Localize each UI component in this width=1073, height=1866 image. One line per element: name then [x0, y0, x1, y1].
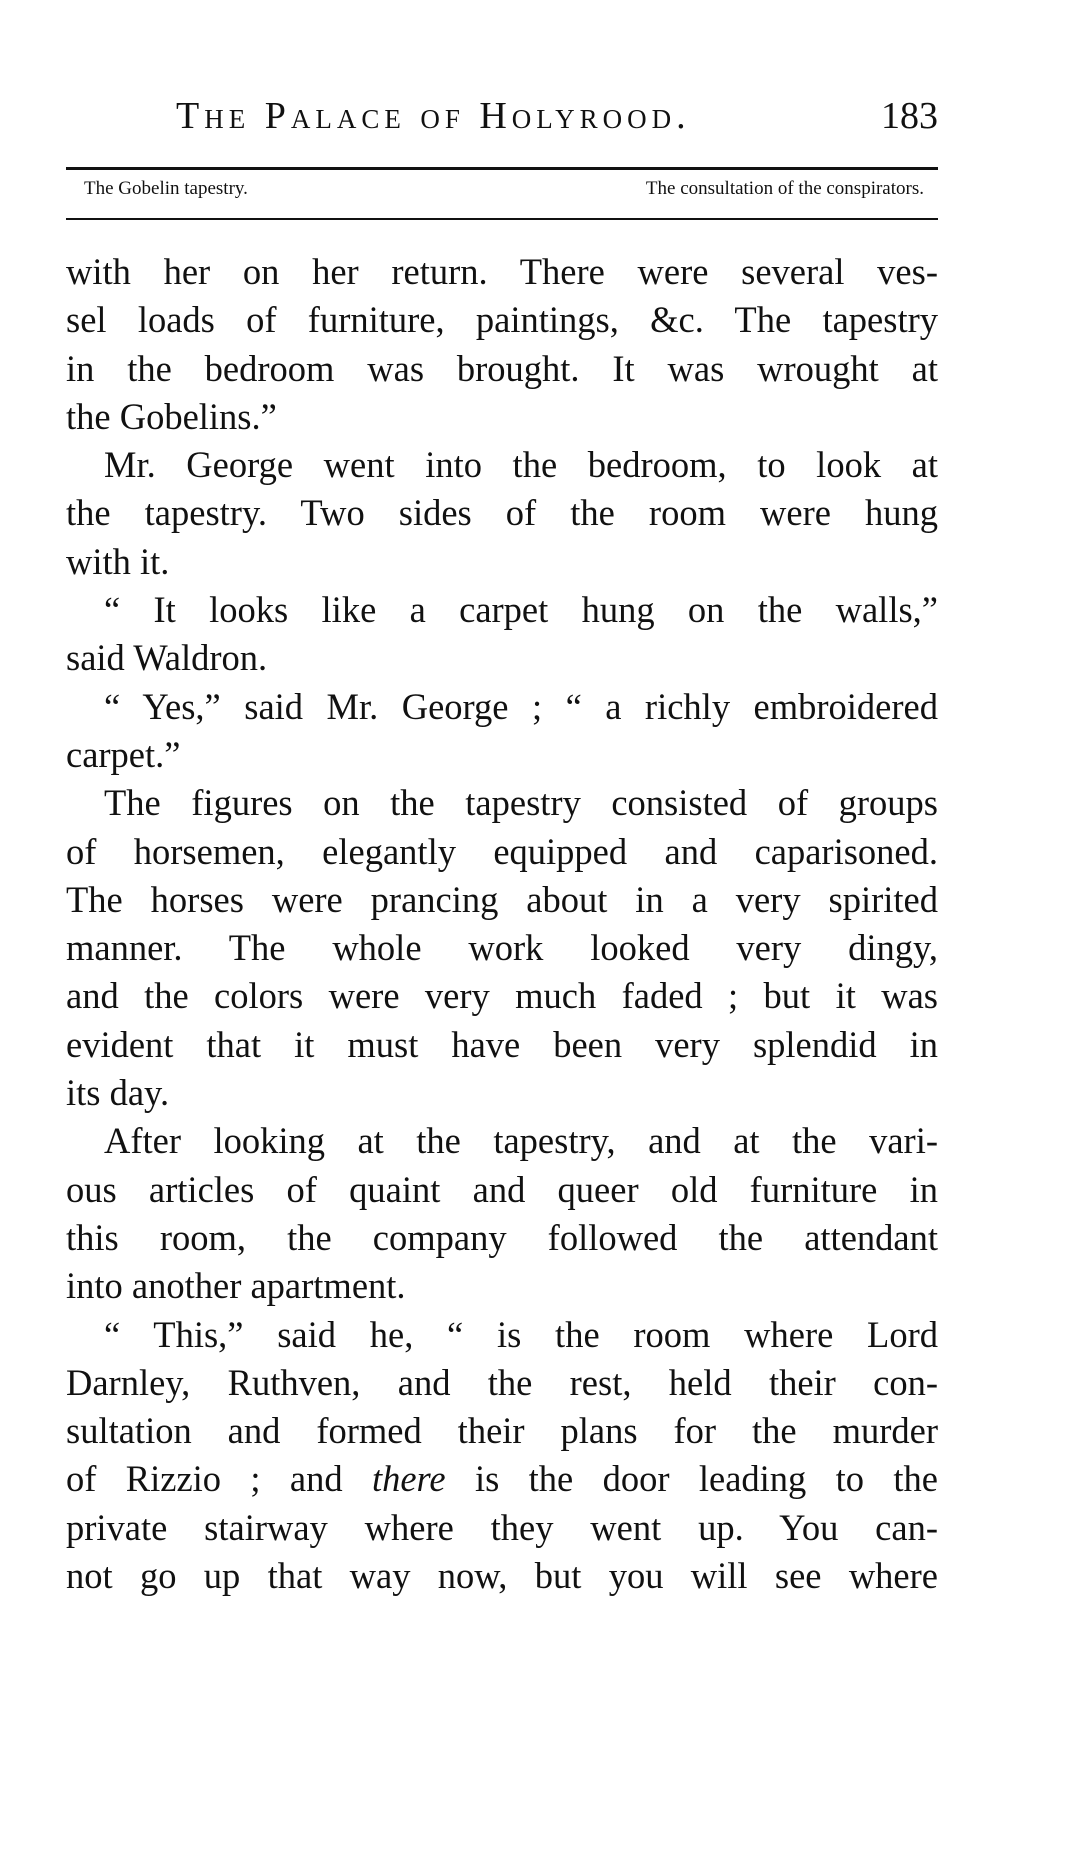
text-line: with her on her return. There were several ves-	[66, 251, 938, 292]
text-line: its day.	[66, 1072, 170, 1114]
text-line: with it.	[66, 540, 170, 582]
subheader-right: The consultation of the conspirators.	[645, 178, 924, 199]
text-line: said Waldron.	[66, 637, 268, 679]
subheader	[84, 178, 924, 208]
text-line: not go up that way now, but you will see where	[66, 1555, 938, 1597]
text-line: into another apartment.	[66, 1265, 406, 1307]
header-rule-top	[66, 167, 938, 170]
running-title: The Palace of Holyrood.	[176, 95, 691, 137]
text-line: Darnley, Ruthven, and the rest, held their con-	[66, 1361, 938, 1403]
rizzio-before: of Rizzio ; and	[66, 1458, 372, 1500]
rizzio-after: is the door leading to the	[445, 1458, 938, 1500]
text-line: “ This,” said he, “ is the room where Lord	[104, 1313, 938, 1355]
text-line: the tapestry. Two sides of the room were hung	[66, 492, 938, 534]
running-head	[66, 94, 938, 154]
text-line: “ Yes,” said Mr. George ; “ a richly embroidered	[104, 685, 938, 727]
text-line: sel loads of furniture, paintings, &c. The tapestry	[66, 299, 938, 341]
text-line: of horsemen, elegantly equipped and caparisoned.	[66, 830, 938, 872]
text-line: in the bedroom was brought. It was wrought at	[66, 347, 938, 389]
header-rule-bottom	[66, 218, 938, 220]
body-text	[66, 248, 938, 1600]
rizzio-emphasis: there	[371, 1458, 446, 1500]
text-line: Mr. George went into the bedroom, to look at	[104, 444, 938, 486]
text-line: “ It looks like a carpet hung on the walls,”	[104, 589, 938, 631]
text-line: private stairway where they went up. You can-	[66, 1506, 938, 1548]
text-line: carpet.”	[66, 733, 181, 775]
text-line: ous articles of quaint and queer old furniture in	[66, 1168, 938, 1210]
subheader-left: The Gobelin tapestry.	[84, 178, 248, 199]
text-line-rizzio	[66, 1455, 938, 1503]
text-line: and the colors were very much faded ; but it was	[66, 975, 938, 1017]
text-line: The figures on the tapestry consisted of groups	[104, 782, 938, 824]
text-line: The horses were prancing about in a very spirited	[66, 878, 938, 920]
text-line: sultation and formed their plans for the murder	[66, 1410, 938, 1452]
text-line: the Gobelins.”	[66, 395, 277, 437]
text-line: this room, the company followed the attendant	[66, 1216, 938, 1258]
page-number: 183	[881, 95, 938, 137]
text-line: manner. The whole work looked very dingy,	[66, 927, 938, 969]
text-line: After looking at the tapestry, and at the vari-	[104, 1120, 938, 1162]
text-line: evident that it must have been very splendid in	[66, 1023, 938, 1065]
